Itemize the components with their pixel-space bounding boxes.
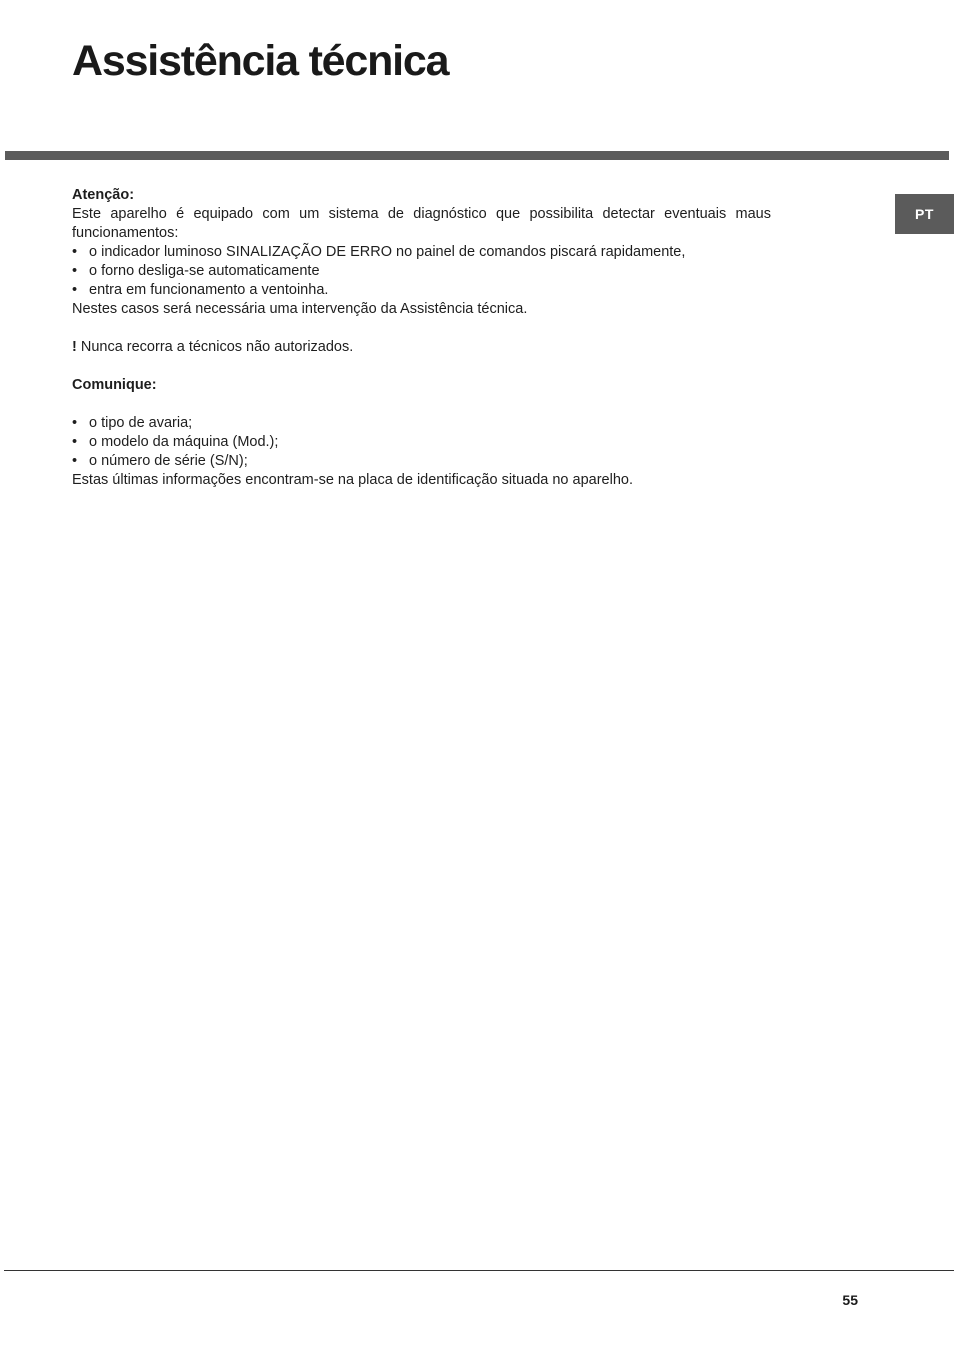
list-item-text: o indicador luminoso SINALIZAÇÃO DE ERRO no painel de comandos piscará rapidamente,	[89, 244, 686, 260]
list-item	[72, 452, 771, 471]
page-title: Assistência técnica	[72, 37, 449, 85]
exclamation-icon: !	[72, 339, 77, 355]
list-item-text: entra em funcionamento a ventoinha.	[89, 282, 329, 298]
bullet-icon: •	[72, 434, 78, 450]
language-tab: PT	[895, 194, 954, 234]
list-item-text: o número de série (S/N);	[89, 453, 248, 469]
spacer	[72, 319, 771, 338]
footer-divider	[4, 1270, 954, 1271]
spacer	[72, 395, 771, 414]
list-item-text: o modelo da máquina (Mod.);	[89, 434, 279, 450]
bullet-icon: •	[72, 282, 78, 298]
page-number: 55	[842, 1292, 858, 1308]
main-content	[72, 186, 771, 490]
communicate-closing: Estas últimas informações encontram-se na placa de identificação situada no aparelho.	[72, 472, 633, 488]
bullet-icon: •	[72, 453, 78, 469]
list-item-text: o forno desliga-se automaticamente	[89, 263, 320, 279]
list-item	[72, 433, 771, 452]
list-item	[72, 262, 771, 281]
list-item	[72, 281, 771, 300]
list-item	[72, 414, 771, 433]
attention-intro: Este aparelho é equipado com um sistema de diagnóstico que possibilita detectar eventuais maus funcionamentos:	[72, 206, 771, 241]
list-item	[72, 243, 771, 262]
header-divider	[5, 151, 949, 160]
warning-text: Nunca recorra a técnicos não autorizados.	[80, 339, 354, 355]
communicate-heading: Comunique:	[72, 377, 157, 393]
warning-note	[72, 338, 771, 357]
list-item-text: o tipo de avaria;	[89, 415, 193, 431]
attention-heading: Atenção:	[72, 187, 135, 203]
bullet-icon: •	[72, 263, 78, 279]
bullet-icon: •	[72, 244, 78, 260]
bullet-icon: •	[72, 415, 78, 431]
spacer	[72, 357, 771, 376]
attention-closing: Nestes casos será necessária uma intervenção da Assistência técnica.	[72, 301, 528, 317]
